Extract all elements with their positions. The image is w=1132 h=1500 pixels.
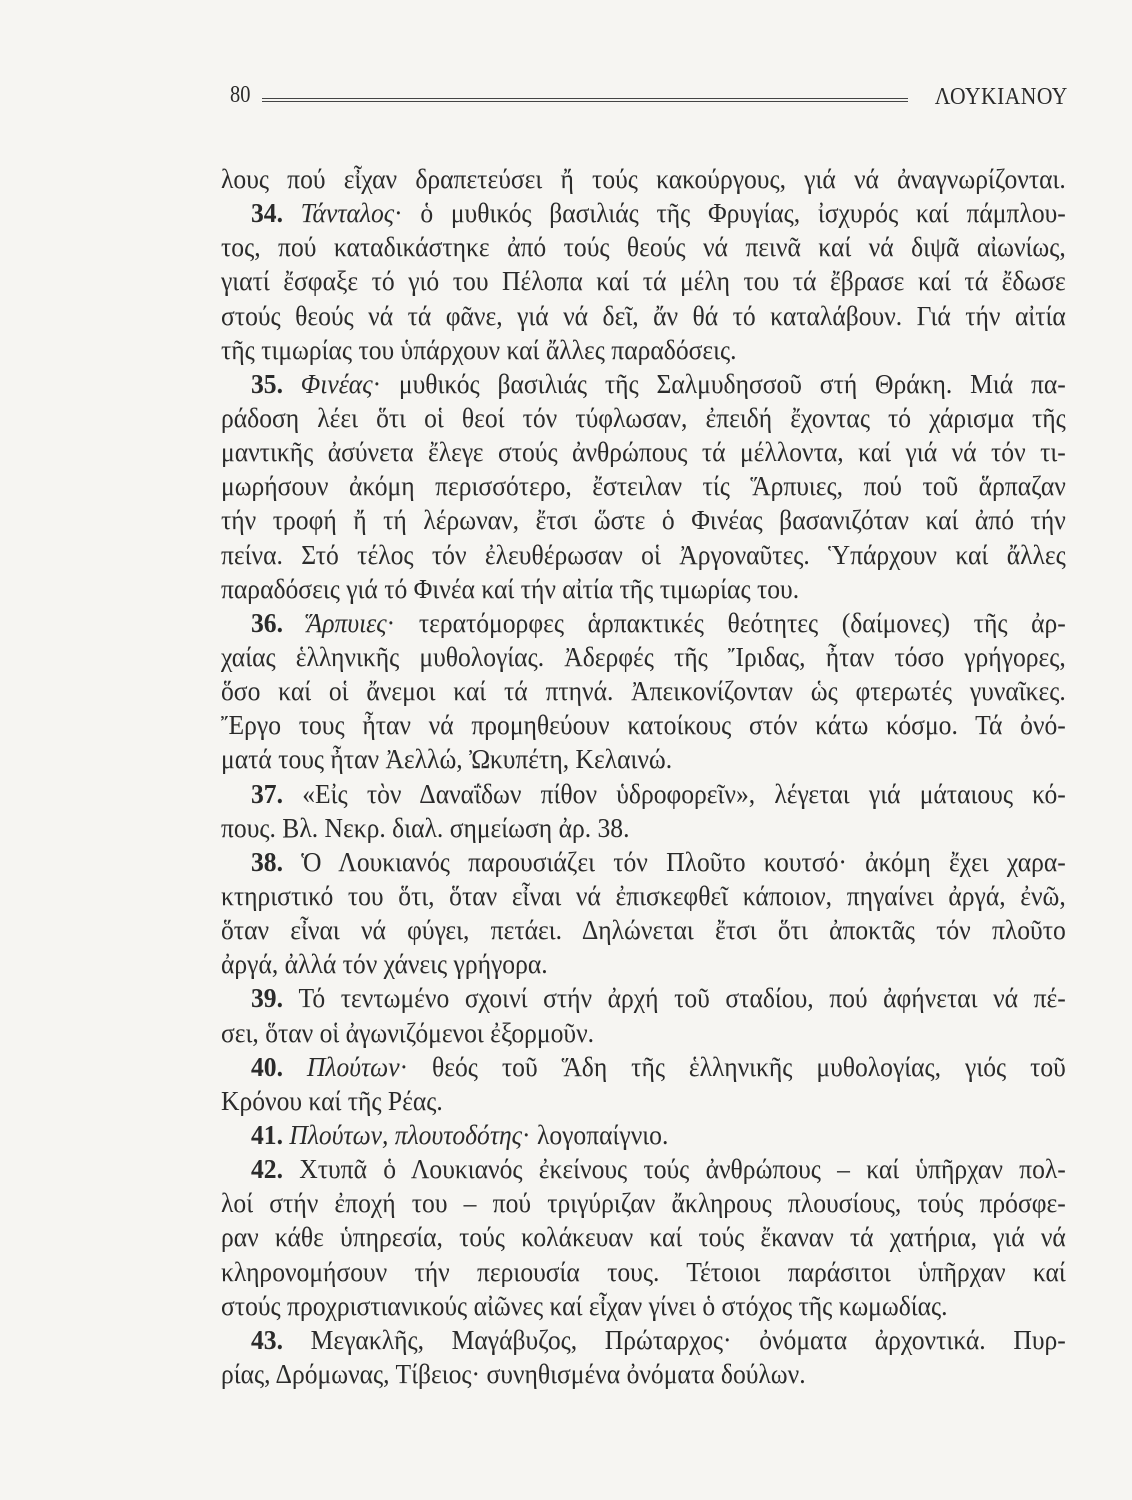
- text-line-content: [221, 1016, 1066, 1050]
- text-line: [221, 196, 1066, 230]
- text-line: [221, 538, 1066, 572]
- note-text: κτηριστικό του ὅτι, ὅταν εἶναι νά ἐπισκεφθεῖ κάποιον, πηγαίνει ἀργά, ἐνῶ,: [221, 879, 1066, 911]
- text-line: [221, 640, 1066, 674]
- note-text: τος, πού καταδικάστηκε ἀπό τούς θεούς νά πεινᾶ καί νά διψᾶ αἰωνίως,: [221, 231, 1066, 263]
- note-number: 41.: [251, 1118, 290, 1150]
- text-line-content: [221, 1084, 1066, 1118]
- text-line-content: [221, 1220, 1066, 1254]
- text-line-content: [221, 674, 1066, 708]
- text-line: [221, 1220, 1066, 1254]
- note-text: τήν τροφή ἤ τή λέρωναν, ἔτσι ὥστε ὁ Φινέας βασανιζόταν καί ἀπό τήν: [221, 504, 1066, 536]
- text-line-content: [221, 469, 1066, 503]
- text-line-content: [221, 299, 1066, 333]
- text-line: [221, 264, 1066, 298]
- text-line: [221, 333, 1066, 367]
- text-line: [221, 674, 1066, 708]
- page-number: 80: [230, 82, 251, 108]
- running-title: ΛΟΥΚΙΑΝΟΥ: [934, 84, 1068, 110]
- text-line-content: [251, 845, 1066, 879]
- note-text: ραν κάθε ὑπηρεσία, τούς κολάκευαν καί τούς ἔκαναν τά χατήρια, γιά νά: [221, 1221, 1066, 1253]
- text-line-content: [221, 1289, 1066, 1323]
- text-line-content: [221, 333, 1066, 367]
- text-line: [221, 947, 1066, 981]
- note-number: 42.: [251, 1153, 300, 1185]
- note-number: 36.: [251, 606, 307, 638]
- note-text: λους πού εἶχαν δραπετεύσει ἤ τούς κακούργους, γιά νά ἀναγνωρίζονται.: [221, 163, 1066, 194]
- text-line: [221, 401, 1066, 435]
- text-line: [221, 1255, 1066, 1289]
- note-text: χαίας ἑλληνικῆς μυθολογίας. Ἀδερφές τῆς Ἴριδας, ἦταν τόσο γρήγορες,: [221, 640, 1066, 672]
- note-number: 38.: [251, 845, 302, 877]
- text-line-content: [251, 196, 1066, 230]
- text-line: [221, 572, 1066, 606]
- text-line-content: [221, 435, 1066, 469]
- text-line: [221, 913, 1066, 947]
- text-line-content: [221, 1357, 1066, 1391]
- note-text: κληρονομήσουν τήν περιουσία τους. Τέτοιοι παράσιτοι ὑπῆρχαν καί: [221, 1255, 1066, 1287]
- note-number: 43.: [251, 1323, 311, 1355]
- text-line-content: [221, 811, 1066, 845]
- page-header: [230, 80, 1068, 112]
- text-line: [221, 230, 1066, 264]
- text-line: [221, 469, 1066, 503]
- text-line-content: [221, 572, 1066, 606]
- note-text: «Εἰς τὸν Δαναΐδων πίθον ὑδροφορεῖν», λέγεται γιά μάταιους κό-: [302, 777, 1066, 809]
- note-number: 39.: [251, 982, 299, 1014]
- note-text: ὅταν εἶναι νά φύγει, πετάει. Δηλώνεται ἔτσι ὅτι ἀποκτᾶς τόν πλοῦτο: [221, 914, 1066, 946]
- text-line: [221, 742, 1066, 776]
- text-line: [221, 299, 1066, 333]
- note-text: · τερατόμορφες ἁρπακτικές θεότητες (δαίμονες) τῆς ἀρ-: [386, 606, 1066, 638]
- note-text: · μυθικός βασιλιάς τῆς Σαλμυδησσοῦ στή Θράκη. Μιά πα-: [372, 367, 1066, 399]
- note-text: παραδόσεις γιά τό Φινέα καί τήν αἰτία τῆς τιμωρίας του.: [221, 572, 800, 604]
- text-line: [221, 1323, 1066, 1357]
- text-line: [221, 1118, 1066, 1152]
- note-text: Τό τεντωμένο σχοινί στήν ἀρχή τοῦ σταδίου, πού ἀφήνεται νά πέ-: [298, 982, 1066, 1014]
- note-text: πείνα. Στό τέλος τόν ἐλευθέρωσαν οἱ Ἀργοναῦτες. Ὑπάρχουν καί ἄλλες: [221, 538, 1066, 570]
- text-line-content: [221, 264, 1066, 298]
- text-line-content: [221, 162, 1066, 196]
- note-number: 40.: [251, 1050, 307, 1082]
- text-line-content: [221, 230, 1066, 264]
- note-text: μαντικῆς ἀσύνετα ἔλεγε στούς ἀνθρώπους τά μέλλοντα, καί γιά νά τόν τι-: [221, 436, 1066, 468]
- text-line-content: [251, 981, 1066, 1015]
- text-line: [221, 845, 1066, 879]
- text-line: [221, 879, 1066, 913]
- note-text: Ὁ Λουκιανός παρουσιάζει τόν Πλοῦτο κουτσό· ἀκόμη ἔχει χαρα-: [301, 845, 1066, 877]
- note-text: · θεός τοῦ Ἅδη τῆς ἑλληνικῆς μυθολογίας, γιός τοῦ: [399, 1050, 1066, 1082]
- notes-body: [221, 162, 1066, 1391]
- header-double-rule: [262, 98, 908, 102]
- text-line-content: [221, 742, 1066, 776]
- note-text: · ὁ μυθικός βασιλιάς τῆς Φρυγίας, ἰσχυρός καί πάμπλου-: [394, 197, 1066, 229]
- text-line-content: [221, 503, 1066, 537]
- text-line: [221, 1016, 1066, 1050]
- note-number: 34.: [251, 197, 301, 229]
- note-text: ματά τους ἦταν Ἀελλώ, Ὠκυπέτη, Κελαινώ.: [221, 743, 673, 775]
- text-line-content: [251, 1323, 1066, 1357]
- text-line-content: [221, 947, 1066, 981]
- note-text: λοί στήν ἐποχή του – πού τριγύριζαν ἄκληρους πλουσίους, τούς πρόσφε-: [221, 1187, 1066, 1219]
- note-number: 35.: [251, 367, 301, 399]
- text-line: [221, 1186, 1066, 1220]
- text-line: [221, 1084, 1066, 1118]
- note-term: Πλούτων: [306, 1050, 400, 1082]
- text-line: [221, 606, 1066, 640]
- note-number: 37.: [251, 777, 303, 809]
- text-line: [221, 1050, 1066, 1084]
- text-line: [221, 1289, 1066, 1323]
- note-term: Φινέας: [300, 367, 373, 399]
- note-text: πους. Βλ. Νεκρ. διαλ. σημείωση ἀρ. 38.: [221, 811, 630, 843]
- note-text: τῆς τιμωρίας του ὑπάρχουν καί ἄλλες παραδόσεις.: [221, 333, 737, 365]
- note-text: ὅσο καί οἱ ἄνεμοι καί τά πτηνά. Ἀπεικονίζονταν ὡς φτερωτές γυναῖκες.: [221, 675, 1066, 707]
- text-line-content: [221, 401, 1066, 435]
- text-line-content: [221, 538, 1066, 572]
- note-text: στούς προχριστιανικούς αἰῶνες καί εἶχαν γίνει ὁ στόχος τῆς κωμωδίας.: [221, 1289, 948, 1321]
- note-text: σει, ὅταν οἱ ἀγωνιζόμενοι ἐξορμοῦν.: [221, 1016, 595, 1048]
- note-text: ρίας, Δρόμωνας, Τίβειος· συνηθισμένα ὀνόματα δούλων.: [221, 1357, 806, 1389]
- note-text: ράδοση λέει ὅτι οἱ θεοί τόν τύφλωσαν, ἐπειδή ἔχοντας τό χάρισμα τῆς: [221, 401, 1066, 433]
- text-line-content: [251, 367, 1066, 401]
- text-line: [221, 503, 1066, 537]
- text-line: [221, 981, 1066, 1015]
- text-line-content: [221, 879, 1066, 913]
- text-line: [221, 1357, 1066, 1391]
- text-line: [221, 708, 1066, 742]
- note-term: Τάνταλος: [300, 197, 395, 229]
- note-text: Χτυπᾶ ὁ Λουκιανός ἐκείνους τούς ἀνθρώπους – καί ὑπῆρχαν πολ-: [299, 1153, 1066, 1185]
- text-line-content: [221, 708, 1066, 742]
- text-line-content: [221, 640, 1066, 674]
- note-text: Κρόνου καί τῆς Ρέας.: [221, 1084, 443, 1116]
- text-line: [221, 367, 1066, 401]
- text-line-content: [221, 1255, 1066, 1289]
- note-text: μωρήσουν ἀκόμη περισσότερο, ἔστειλαν τίς Ἅρπυιες, πού τοῦ ἅρπαζαν: [221, 470, 1066, 502]
- text-line-content: [251, 606, 1066, 640]
- text-line: [221, 1152, 1066, 1186]
- text-line-content: [251, 1152, 1066, 1186]
- note-text: γιατί ἔσφαξε τό γιό του Πέλοπα καί τά μέλη του τά ἔβρασε καί τά ἔδωσε: [221, 265, 1066, 297]
- note-text: · λογοπαίγνιο.: [522, 1118, 669, 1150]
- note-text: Ἔργο τους ἦταν νά προμηθεύουν κατοίκους στόν κάτω κόσμο. Τά ὀνό-: [221, 709, 1066, 741]
- note-term: Ἅρπυιες: [306, 606, 387, 638]
- text-line-content: [251, 777, 1066, 811]
- text-line-content: [221, 913, 1066, 947]
- note-term: Πλούτων, πλουτοδότης: [289, 1118, 523, 1150]
- note-text: ἀργά, ἀλλά τόν χάνεις γρήγορα.: [221, 948, 548, 980]
- text-line: [221, 162, 1066, 196]
- note-text: στούς θεούς νά τά φᾶνε, γιά νά δεῖ, ἄν θά τό καταλάβουν. Γιά τήν αἰτία: [221, 299, 1066, 331]
- text-line-content: [251, 1050, 1066, 1084]
- text-line: [221, 811, 1066, 845]
- text-line-content: [221, 1186, 1066, 1220]
- note-text: Μεγακλῆς, Μαγάβυζος, Πρώταρχος· ὀνόματα ἀρχοντικά. Πυρ-: [310, 1323, 1066, 1355]
- text-line: [221, 777, 1066, 811]
- text-line: [221, 435, 1066, 469]
- text-line-content: [251, 1118, 1066, 1152]
